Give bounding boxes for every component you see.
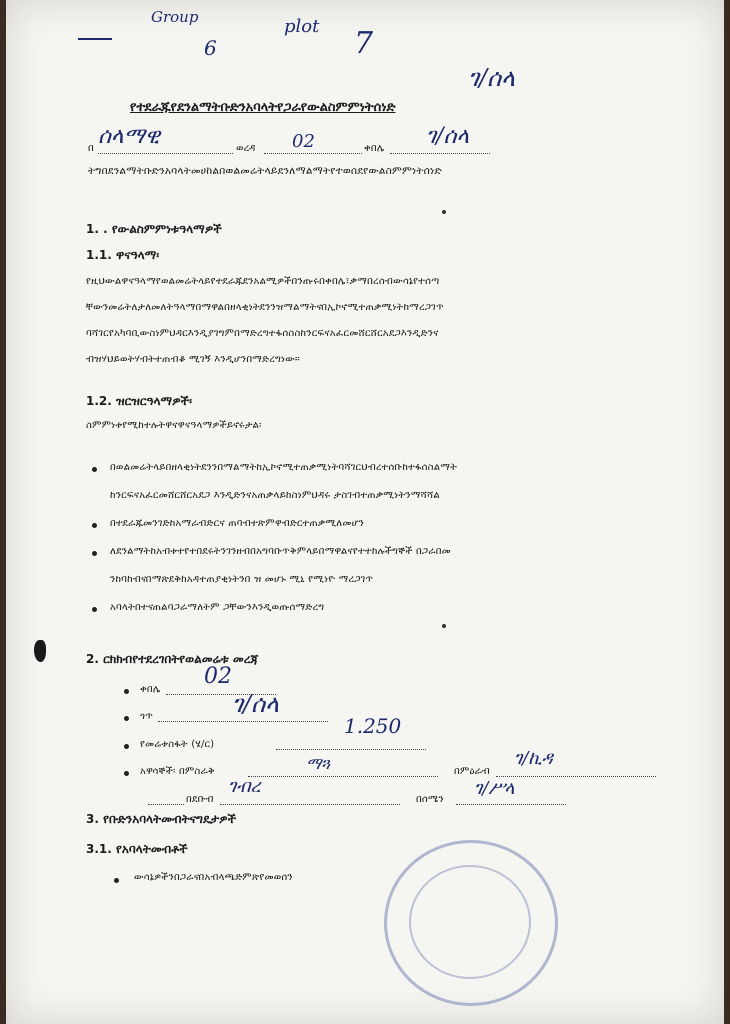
area-label: የመሬቱስፋት (ሄ/ር)	[140, 739, 215, 750]
west-value: ገ/ኪዳ	[514, 748, 553, 769]
handwritten-plot-number: 7	[354, 26, 374, 61]
bullet	[124, 744, 129, 749]
section-1-2-bullet-4: አባላትበተናጠልባጋራማለትም ጋቸውንእንዲወጡሰማድረግ	[110, 602, 325, 613]
section-3-title: 3. የቡድንአባላትመብትናግዴታዎች	[86, 812, 237, 826]
section-3-1-bullet-1: ውሳኔዎችንበጋራናበአብላጫድምጽየመወሰን	[134, 872, 293, 883]
handwritten-group-number: 6	[204, 36, 217, 60]
section-1-2-intro: ስምምነቱየሚከተሉትዋናዋናዓላማዎችይኖሩታል፡	[86, 420, 262, 431]
gote-label: ጎጥ	[140, 711, 153, 722]
form-gote-value: ገ/ሰላ	[426, 124, 470, 149]
west-label: በምዕራብ	[454, 766, 490, 777]
form-name-rule	[98, 153, 233, 154]
section-1-title: 1. . የውልስምምነቱዓላማዎች	[86, 222, 222, 236]
form-gote-rule	[390, 153, 490, 154]
form-kebele-label: ወረዳ	[236, 143, 256, 154]
bullet	[124, 771, 129, 776]
section-1-2-bullet-1-cont: ከንርፍናአፈርመሸርሸርአደጋ እንዲድንናአጠቃላይከስነምህዳሩ ታስገብተጠቃሚነትንማሻሻል	[110, 490, 440, 501]
north-leader-rule	[148, 804, 184, 805]
section-1-1-line-3: ባሻገርየአካባቢውስነምህዳርእንዲያገግምበማድረግተፋሰስስከንርፍናአፈርመሸርሸርአደጋእንዲድንና	[86, 328, 439, 339]
handwritten-group: Group	[151, 8, 199, 26]
bullet	[92, 607, 97, 612]
form-name-label: በ	[88, 143, 94, 154]
kebele-value: 02	[204, 664, 232, 689]
section-1-2-bullet-2: በተደራጁመንገድከአማራብድርና ጠባብተጽምዋብድርተጠቃሚለመሆን	[110, 518, 365, 529]
kebele-label: ቀበሌ	[140, 684, 161, 695]
gote-value: ገ/ሰላ	[232, 690, 280, 718]
east-rule	[248, 776, 438, 777]
east-value: ማጓ	[306, 754, 331, 773]
form-gote-label: ቀበሌ	[364, 143, 385, 154]
section-1-1-line-4: ብዝሃህይወትሃብትተጠብቆ ሚገኝ እንዲሆንበማድረግነው።	[86, 354, 300, 365]
south-value: ገ/ሥላ	[474, 778, 515, 799]
document-page	[6, 0, 724, 1024]
north-label: በደቡብ	[186, 794, 214, 805]
section-1-2-bullet-3-cont: ንከባከብናበማጽደቅከአዳተጠያቂነትንበ ዝ መሆኑ ሚኒ የሚነዮ ማረጋገጥ	[110, 574, 374, 585]
ink-blot	[34, 640, 46, 662]
area-rule	[276, 749, 426, 750]
form-kebele-value: 02	[292, 131, 315, 152]
section-2-title: 2. ርክክብየተደረገበትየወልመሬቱ መረጃ	[86, 652, 259, 666]
gote-rule	[158, 721, 328, 722]
bullet	[92, 523, 97, 528]
dash-mark	[78, 38, 112, 40]
dot-mark	[442, 624, 446, 628]
bullet	[92, 551, 97, 556]
south-rule	[456, 804, 566, 805]
form-name-value: ሰላማዊ	[98, 124, 161, 149]
area-value: 1.250	[344, 714, 402, 738]
neighbors-east-label: አዋሳኞች፡ በምስራቅ	[140, 766, 215, 777]
document-title: የተደራጁየደንልማትቡድንአባላትየጋራየውልስምምነትሰነድ	[130, 100, 396, 115]
section-1-2-title: 1.2. ዝርዝርዓላማዎች፡	[86, 394, 192, 408]
form-kebele-rule	[264, 153, 362, 154]
north-rule	[220, 804, 400, 805]
section-1-1-line-1: የዚህውልዋናዓላማየወልመሬትላይየተደራጁደንአልሚዎችበንጡሩበቀበሌ፣ቃማበረሰብውሳኔየተሰጣ	[86, 276, 440, 287]
section-1-1-line-2: ቸውንመሬትለታለመለትዓላማበማዋልበዘላቂነትደንንዝማልማትናበኢኮኖሚተጠቃሚነትከማረጋገጥ	[86, 302, 444, 313]
section-1-1-title: 1.1. ዋናዓላማ፡	[86, 248, 160, 262]
bullet	[114, 878, 119, 883]
bullet	[92, 467, 97, 472]
south-label: በሰሜን	[416, 794, 444, 805]
section-3-1-title: 3.1. የአባላትመብቶች	[86, 842, 188, 856]
bullet	[124, 689, 129, 694]
official-stamp	[384, 840, 558, 1006]
intro-line: ትግበደንልማትቡድንአባላትመሀከልበወልመሬትላይደንለማልማትየተወሰደየውልስምምነትሰነድ	[88, 165, 442, 177]
bullet	[124, 716, 129, 721]
north-value: ገብረ	[228, 776, 261, 797]
west-rule	[496, 776, 656, 777]
dot-mark	[442, 210, 446, 214]
stamp-inner-ring	[409, 865, 531, 979]
handwritten-name-top: ገ/ሰላ	[468, 64, 516, 92]
section-1-2-bullet-1: በወልመሬትላይበዘላቂነትደንንበማልማትከኢኮኖሚተጠቃሚነትባሻገርህብረተሰቡከተፋሰስልማት	[110, 462, 458, 473]
section-1-2-bullet-3: ለደንልማትከአብቱተየተበደሩትንገንዘብበአግባቡጥቅምላይበማዋልናየተተከሉችግኞች በጋራበመ	[110, 546, 451, 557]
handwritten-plot: plot	[284, 16, 320, 37]
